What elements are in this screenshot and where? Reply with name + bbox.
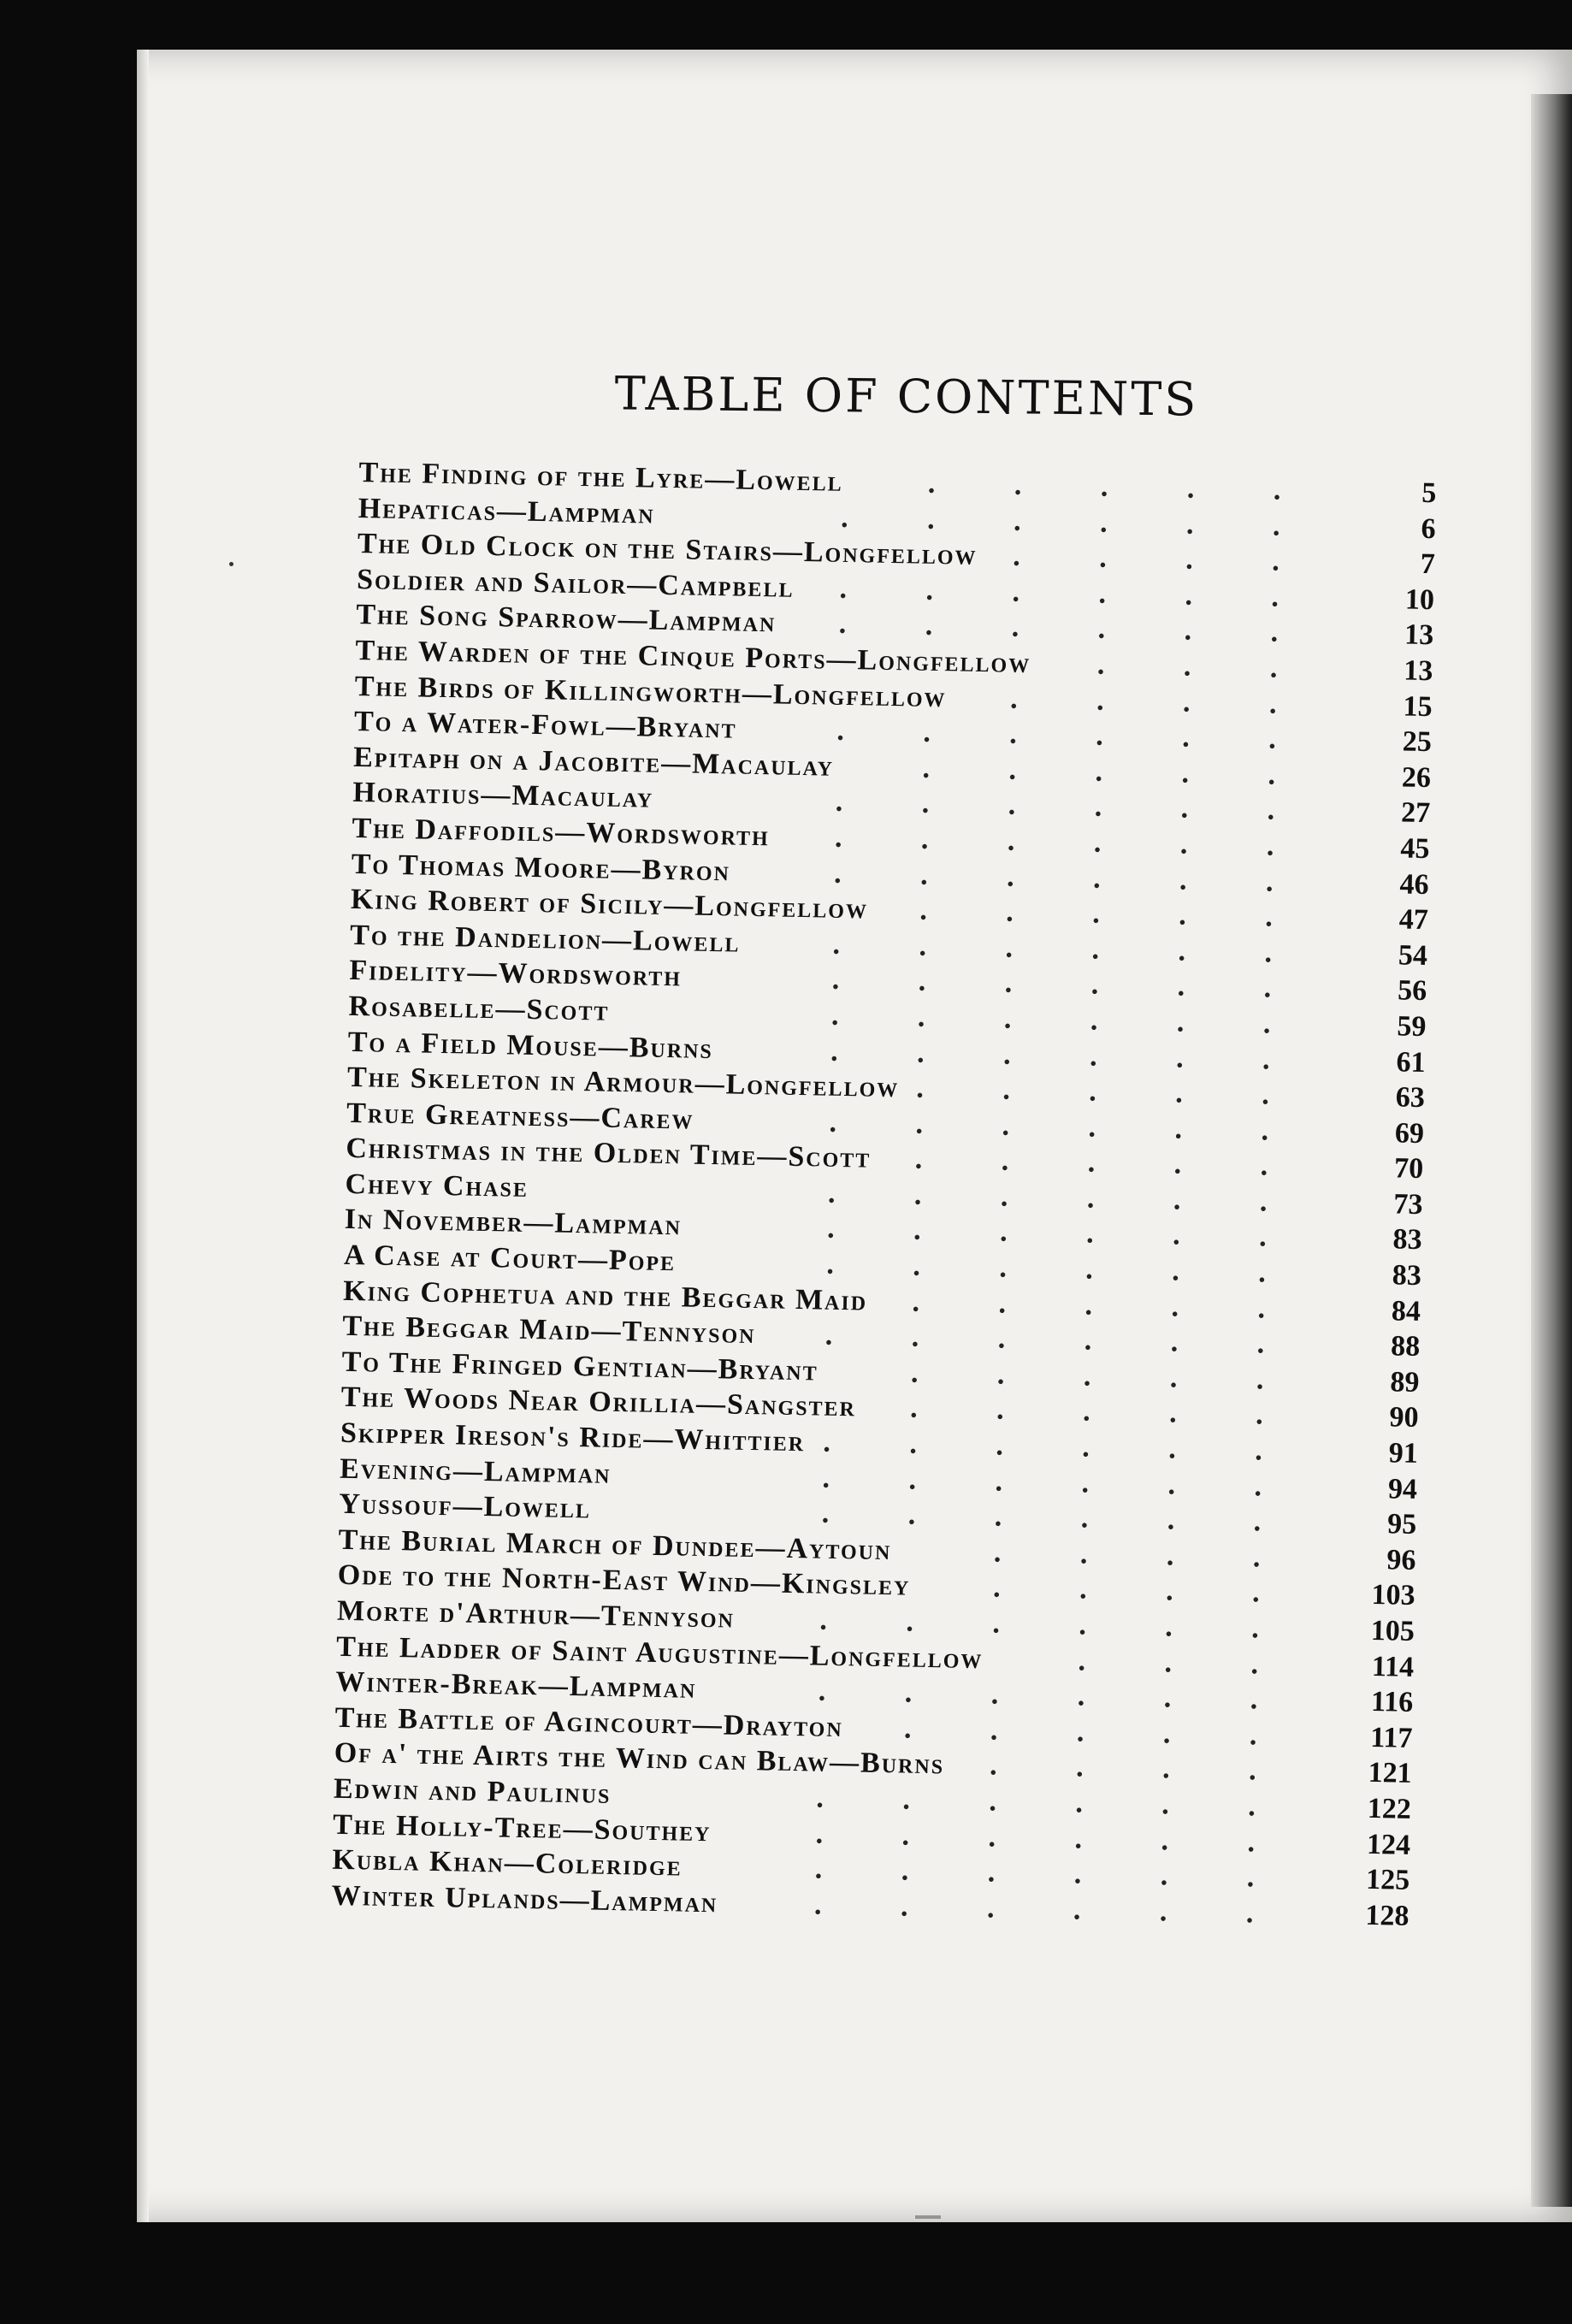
toc-entry-title: The Warden of the Cinque Ports—Longfellow (355, 634, 1031, 680)
toc-leader-dots: . . . . (1013, 540, 1316, 578)
toc-entry-title: True Greatness—Carew (346, 1097, 694, 1136)
toc-page-number: 105 (1370, 1614, 1415, 1647)
toc-leader-dots: . . . . . . (816, 1782, 1292, 1824)
toc-entry-title: Horatius—Macaulay (352, 777, 654, 815)
toc-page-number: 83 (1392, 1259, 1422, 1292)
toc-leader-dots: . . . . . . (831, 964, 1308, 1005)
toc-leader-dots: . . . . . (910, 1357, 1300, 1397)
toc-entry-title: Rosabelle—Scott (348, 990, 610, 1027)
toc-leader-dots: . . . . . . (815, 1818, 1291, 1859)
toc-entry-title: In November—Lampman (344, 1203, 683, 1242)
toc-page-number: 56 (1397, 974, 1427, 1008)
toc-leader-dots: . . . . . (916, 1072, 1306, 1112)
toc-page-number: 63 (1395, 1081, 1426, 1115)
toc-entry-title: Hepaticas—Lampman (358, 492, 655, 530)
toc-entry-title: Yussouf—Lowell (339, 1487, 592, 1525)
toc-entry-title: The Battle of Agincourt—Drayton (334, 1701, 844, 1743)
toc-leader-dots: . . . . . . (836, 714, 1313, 756)
toc-entry-title: Evening—Lampman (339, 1452, 612, 1490)
stray-mark (229, 562, 233, 566)
toc-leader-dots: . . . . . (914, 1143, 1304, 1183)
toc-entry-title: Chevy Chase (345, 1168, 529, 1203)
toc-page-number: 94 (1387, 1472, 1418, 1505)
toc-page-number: 61 (1396, 1045, 1426, 1079)
toc-entry-title: Fidelity—Wordsworth (349, 955, 683, 993)
toc-entry-title: To the Dandelion—Lowell (349, 919, 741, 959)
toc-page-number: 73 (1393, 1188, 1423, 1221)
toc-page-number: 84 (1391, 1295, 1421, 1328)
toc-leader-dots: . . . . . . (813, 1889, 1290, 1930)
toc-leader-dots: . . . . . . (823, 1426, 1299, 1468)
toc-entry-title: The Skeleton in Armour—Longfellow (346, 1061, 900, 1104)
toc-page-number: 116 (1370, 1686, 1414, 1719)
toc-leader-dots: . . . . . (919, 894, 1309, 934)
toc-entry-title: The Song Sparrow—Lampman (356, 599, 777, 639)
toc-leader-dots: . . . (1096, 648, 1314, 685)
toc-page-number: 121 (1368, 1757, 1412, 1790)
toc-page-number: 122 (1367, 1792, 1412, 1825)
toc-leader-dots: . . . . (1009, 683, 1313, 721)
toc-page-number: 54 (1398, 939, 1428, 972)
toc-page-number: 15 (1403, 690, 1433, 723)
toc-entry-title: The Holly-Tree—Southey (332, 1808, 712, 1848)
toc-entry-title: King Cophetua and the Beggar Maid (342, 1274, 868, 1317)
toc-page-number: 125 (1365, 1864, 1410, 1897)
toc-leader-dots: . . . . . . (830, 1035, 1306, 1076)
toc-leader-dots: . . . . . . (834, 821, 1310, 863)
bottom-mark (915, 2215, 941, 2219)
toc-leader-dots: . . . . . . (829, 1106, 1305, 1148)
toc-entry-title: The Burial March of Dundee—Aytoun (338, 1523, 892, 1566)
toc-page-number: 88 (1390, 1330, 1421, 1363)
toc-leader-dots: . . . . . . (840, 501, 1316, 543)
toc-page-number: 95 (1386, 1508, 1417, 1541)
toc-entry-title: The Birds of Killingworth—Longfellow (354, 670, 947, 713)
toc-leader-dots: . . . . . . (838, 608, 1315, 649)
toc-page-number: 128 (1365, 1899, 1409, 1932)
toc-leader-dots: . . . . . . (819, 1604, 1296, 1646)
toc-leader-dots: . . . . . . (827, 1177, 1303, 1219)
toc-leader-dots: . . . . (992, 1571, 1297, 1610)
toc-page-number: 69 (1394, 1117, 1425, 1150)
toc-page-number: 117 (1369, 1721, 1413, 1754)
toc-entry-title: Morte d'Arthur—Tennyson (336, 1594, 736, 1635)
toc-leader-dots: . . . . . . (835, 786, 1311, 827)
toc-entry-title: Epitaph on a Jacobite—Macaulay (352, 741, 835, 783)
toc-leader-dots: . . . . . (903, 1712, 1293, 1753)
toc-entry-title: Winter-Break—Lampman (335, 1665, 697, 1706)
toc-leader-dots: . . . . . . (826, 1213, 1303, 1254)
toc-entry-title: The Ladder of Saint Augustine—Longfellow (335, 1630, 984, 1675)
toc-entry-title: The Finding of the Lyre—Lowell (358, 456, 844, 498)
toc-entry-title: The Beggar Maid—Tennyson (342, 1310, 756, 1351)
toc-entry-title: Kubla Khan—Coleridge (332, 1843, 683, 1883)
toc-entry-title: Soldier and Sailor—Campbell (356, 563, 795, 604)
toc-page-number: 6 (1421, 512, 1436, 545)
toc-entry-title: King Robert of Sicily—Longfellow (350, 884, 869, 925)
toc-leader-dots: . . . . . (909, 1393, 1299, 1432)
toc-leader-dots: . . . . . . (826, 1248, 1303, 1290)
toc-entry-title: To a Field Mouse—Burns (347, 1026, 714, 1065)
toc-leader-dots: . . . . . (927, 467, 1317, 507)
toc-page-number: 91 (1388, 1437, 1419, 1470)
toc-entry-title: To The Fringed Gentian—Bryant (341, 1345, 819, 1387)
table-of-contents (331, 455, 1437, 1934)
toc-page-number: 5 (1421, 476, 1437, 510)
toc-leader-dots: . . . . . . (818, 1675, 1294, 1717)
toc-leader-dots: . . . . . (922, 752, 1312, 792)
toc-leader-dots: . . . . . . (830, 999, 1307, 1041)
toc-leader-dots: . . . . . . (832, 928, 1309, 970)
toc-page-number: 10 (1404, 583, 1435, 616)
toc-page-number: 114 (1371, 1650, 1415, 1683)
toc-entry-title: Of a' the Airts the Wind can Blaw—Burns (334, 1737, 945, 1781)
toc-leader-dots: . . . . . . (821, 1497, 1297, 1539)
toc-leader-dots: . . . (1078, 1644, 1295, 1681)
toc-page-number: 26 (1401, 761, 1432, 794)
toc-entry-title: Winter Uplands—Lampman (331, 1879, 718, 1919)
toc-page-number: 25 (1402, 725, 1433, 759)
toc-page-number: 89 (1390, 1366, 1420, 1399)
toc-page-number: 124 (1366, 1828, 1411, 1861)
toc-page-number: 96 (1386, 1544, 1416, 1576)
toc-entry-title: The Woods Near Orillia—Sangster (340, 1381, 857, 1423)
toc-page-number: 45 (1400, 832, 1430, 866)
toc-leader-dots: . . . . . . (833, 857, 1309, 898)
toc-entry-title: Skipper Ireson's Ride—Whittier (340, 1416, 806, 1458)
toc-page-number: 47 (1398, 903, 1429, 937)
toc-entry-title: To Thomas Moore—Byron (351, 848, 731, 887)
toc-entry-title: To a Water-Fowl—Bryant (353, 706, 737, 745)
page-title: TABLE OF CONTENTS (614, 366, 1199, 427)
toc-entry-title: Edwin and Paulinus (333, 1772, 612, 1810)
toc-entry-title: The Old Clock on the Stairs—Longfellow (357, 528, 978, 572)
toc-page-number: 13 (1404, 654, 1433, 688)
toc-page-number: 90 (1389, 1401, 1419, 1434)
toc-page-number: 46 (1399, 867, 1429, 901)
toc-leader-dots: . . . . (993, 1536, 1297, 1575)
toc-leader-dots: . . . . (989, 1749, 1293, 1788)
toc-page-number: 7 (1420, 548, 1436, 581)
toc-leader-dots: . . . . . . (822, 1462, 1298, 1503)
toc-leader-dots: . . . . . . (839, 572, 1315, 614)
toc-leader-dots: . . . . . . (814, 1853, 1291, 1895)
toc-page-number: 70 (1393, 1152, 1424, 1186)
toc-page-number: 103 (1371, 1579, 1415, 1612)
toc-page-number: 13 (1404, 618, 1434, 652)
toc-entry-title: The Daffodils—Wordsworth (352, 812, 771, 853)
toc-entry-title: A Case at Court—Pope (343, 1239, 677, 1278)
toc-leader-dots: . . . . . (912, 1286, 1302, 1325)
toc-entry-title: Christmas in the Olden Time—Scott (346, 1132, 872, 1174)
toc-leader-dots: . . . . . . (824, 1319, 1301, 1361)
toc-entry-title: Ode to the North-East Wind—Kingsley (337, 1559, 911, 1603)
toc-page-number: 59 (1397, 1010, 1427, 1043)
toc-page-number: 27 (1400, 796, 1431, 830)
toc-page-number: 83 (1392, 1223, 1422, 1257)
